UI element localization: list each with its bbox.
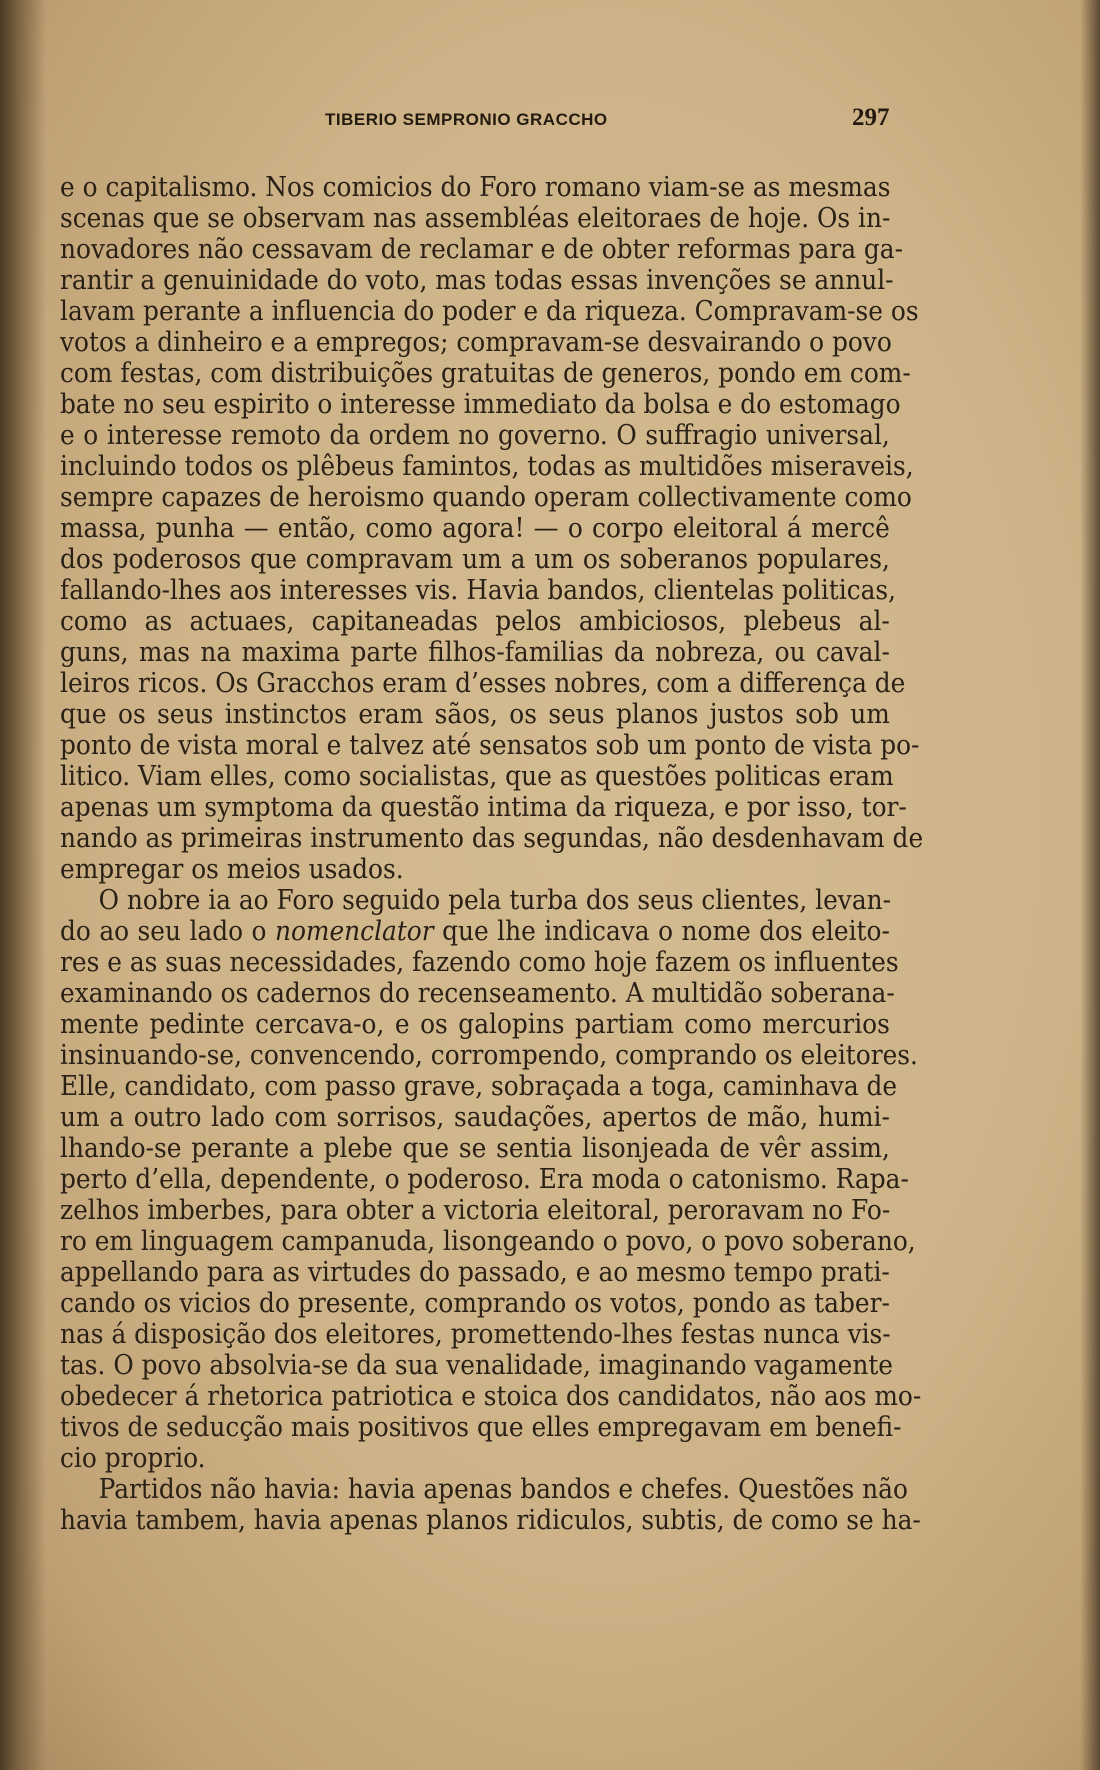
text-line: como as actuaes, capitaneadas pelos ambiciosos, plebeus al- — [60, 606, 890, 637]
text-line: litico. Viam elles, como socialistas, que as questões politicas eram — [60, 761, 894, 792]
text-line: appellando para as virtudes do passado, e ao mesmo tempo prati- — [60, 1257, 890, 1288]
text-line: scenas que se observam nas assembléas eleitoraes de hoje. Os in- — [60, 203, 891, 234]
text-line: incluindo todos os plêbeus famintos, todas as multidões miseraveis, — [60, 451, 914, 482]
text-line: dos poderosos que compravam um a um os soberanos populares, — [60, 544, 890, 575]
text-line: um a outro lado com sorrisos, saudações, apertos de mão, humi- — [60, 1102, 890, 1133]
text-line: cio proprio. — [60, 1443, 206, 1474]
text-line: perto d’ella, dependente, o poderoso. Era moda o catonismo. Rapa- — [60, 1164, 909, 1195]
text-line: obedecer á rhetorica patriotica e stoica dos candidatos, não aos mo- — [60, 1381, 922, 1412]
text-line: nas á disposição dos eleitores, promettendo-lhes festas nunca vis- — [60, 1319, 891, 1350]
text-line: apenas um symptoma da questão intima da riqueza, e por isso, tor- — [60, 792, 907, 823]
text-line: mente pedinte cercava-o, e os galopins partiam como mercurios — [60, 1009, 890, 1040]
text-line: ro em linguagem campanuda, lisongeando o povo, o povo soberano, — [60, 1226, 916, 1257]
text-line: O nobre ia ao Foro seguido pela turba dos seus clientes, levan- — [98, 885, 892, 916]
text-line: e o capitalismo. Nos comicios do Foro romano viam-se as mesmas — [60, 172, 891, 203]
text-line: tivos de seducção mais positivos que elles empregavam em benefi- — [60, 1412, 902, 1443]
text-line: fallando-lhes aos interesses vis. Havia bandos, clientelas politicas, — [60, 575, 897, 606]
text-line: sempre capazes de heroismo quando operam collectivamente como — [60, 482, 912, 513]
text-line: insinuando-se, convencendo, corrompendo, comprando os eleitores. — [60, 1040, 918, 1071]
text-line: bate no seu espirito o interesse immediato da bolsa e do estomago — [60, 389, 901, 420]
text-line: que os seus instinctos eram sãos, os seus planos justos sob um — [60, 699, 890, 730]
text-line: empregar os meios usados. — [60, 854, 404, 885]
page-number: 297 — [852, 104, 890, 131]
italic-term: nomenclator — [274, 916, 434, 947]
text-line: lhando-se perante a plebe que se sentia lisonjeada de vêr assim, — [60, 1133, 890, 1164]
text-fragment: que lhe indicava o nome dos eleito- — [433, 916, 890, 947]
text-line: novadores não cessavam de reclamar e de obter reformas para ga- — [60, 234, 904, 265]
body-text — [60, 172, 924, 1536]
text-line: zelhos imberbes, para obter a victoria eleitoral, peroravam no Fo- — [60, 1195, 891, 1226]
text-line: massa, punha — então, como agora! — o corpo eleitoral á mercê — [60, 513, 890, 544]
running-header: TIBERIO SEMPRONIO GRACCHO — [325, 110, 608, 129]
text-line: ponto de vista moral e talvez até sensatos sob um ponto de vista po- — [60, 730, 920, 761]
text-line: votos a dinheiro e a empregos; compravam-se desvairando o povo — [60, 327, 892, 358]
text-line: cando os vicios do presente, comprando os votos, pondo as taber- — [60, 1288, 890, 1319]
binding-shadow — [0, 0, 46, 1770]
text-fragment: do ao seu lado o — [60, 916, 275, 947]
text-line: havia tambem, havia apenas planos ridiculos, subtis, de como se ha- — [60, 1505, 921, 1536]
text-line: e o interesse remoto da ordem no governo. O suffragio universal, — [60, 420, 890, 451]
text-line: com festas, com distribuições gratuitas de generos, pondo em com- — [60, 358, 911, 389]
text-line: rantir a genuinidade do voto, mas todas essas invenções se annul- — [60, 265, 894, 296]
text-line: Elle, candidato, com passo grave, sobraçada a toga, caminhava de — [60, 1071, 898, 1102]
page-edge — [1080, 0, 1100, 1770]
text-line — [60, 916, 890, 947]
text-line: nando as primeiras instrumento das segundas, não desdenhavam de — [60, 823, 924, 854]
text-line: examinando os cadernos do recenseamento. A multidão soberana- — [60, 978, 895, 1009]
text-line: tas. O povo absolvia-se da sua venalidade, imaginando vagamente — [60, 1350, 894, 1381]
text-line: lavam perante a influencia do poder e da riqueza. Compravam-se os — [60, 296, 919, 327]
text-line: leiros ricos. Os Gracchos eram d’esses nobres, com a differença de — [60, 668, 906, 699]
text-line: Partidos não havia: havia apenas bandos e chefes. Questões não — [98, 1474, 908, 1505]
text-line: guns, mas na maxima parte filhos-familias da nobreza, ou caval- — [60, 637, 890, 668]
text-line: res e as suas necessidades, fazendo como hoje fazem os influentes — [60, 947, 899, 978]
